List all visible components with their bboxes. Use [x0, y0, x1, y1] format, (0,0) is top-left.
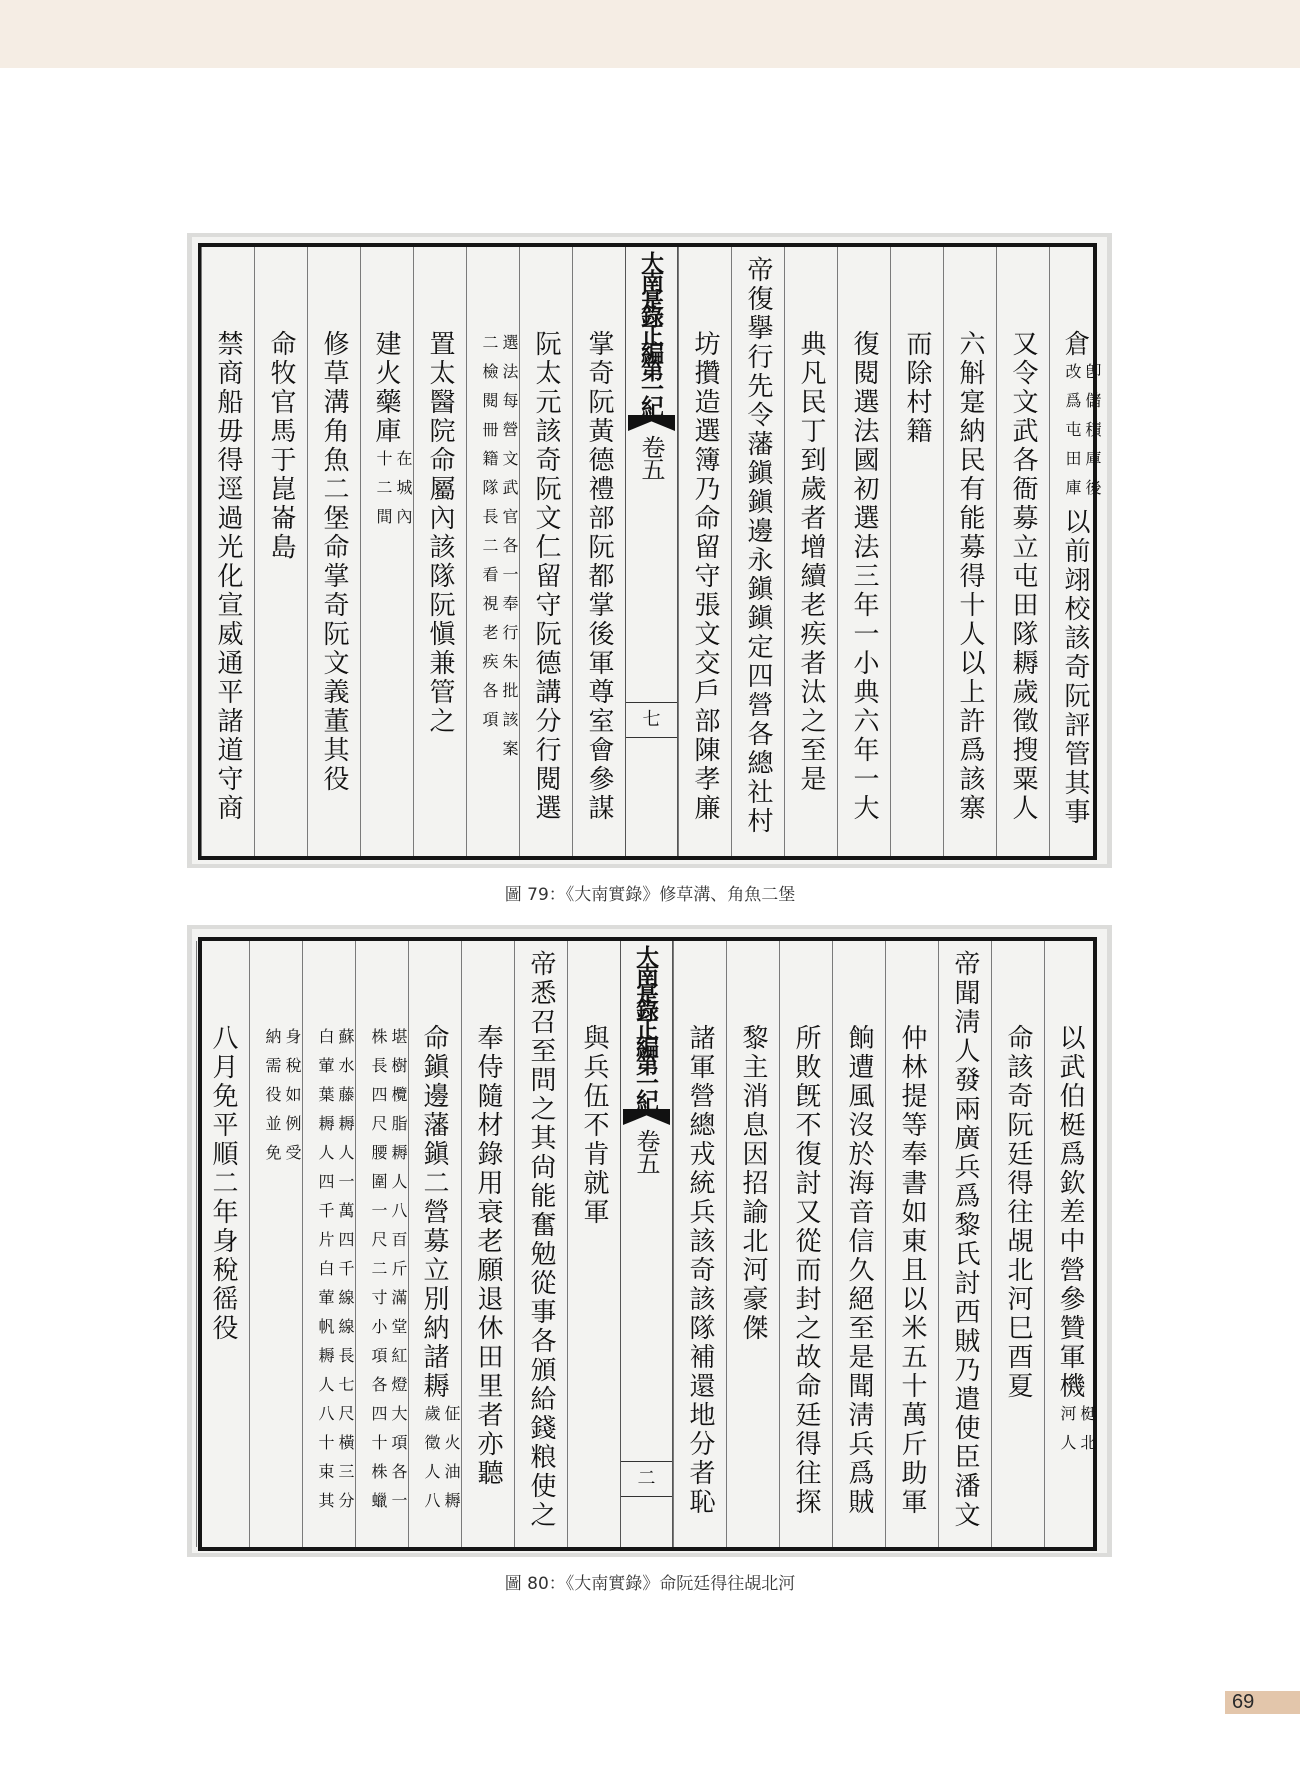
note-line: 十二間: [374, 450, 393, 537]
note-line: 株長四尺腰圍一尺二寸小項各四十株蠟: [369, 1028, 388, 1521]
text-column: [890, 247, 943, 856]
text-column: [355, 941, 408, 1547]
main-text: 坊攢造選簿乃命留守張文交戶部陳孝廉: [690, 330, 720, 823]
text-column: [1044, 941, 1097, 1547]
text-column: [885, 941, 938, 1547]
main-text: 而除村籍: [902, 330, 932, 446]
main-text: 以前翊校該奇阮評管其事: [1060, 508, 1090, 827]
annotation-note: [315, 1024, 355, 1521]
text-frame: [198, 243, 1102, 860]
note-line: 白葷葉耨人四千片白葷帆耨人八十束其: [316, 1028, 335, 1521]
note-line: 卽儲積庫後: [1083, 363, 1102, 508]
main-text: 帝聞淸人發兩廣兵爲黎氏討西賊乃遣使臣潘文: [950, 950, 980, 1530]
figure-80-caption: 圖 80：《大南實錄》命阮廷得往覘北河: [504, 1574, 796, 1594]
text-frame: [198, 937, 1097, 1551]
main-text: 命牧官馬于崑崙島: [266, 330, 296, 562]
text-column: [413, 247, 466, 856]
main-text: 與兵伍不肯就軍: [579, 1024, 609, 1227]
main-text: 阮太元該奇阮文仁留守阮德講分行閱選: [531, 330, 561, 823]
text-column: [567, 941, 620, 1547]
note-line: 在城內: [394, 450, 413, 537]
text-column: [519, 247, 572, 856]
text-column: [996, 247, 1049, 856]
leaf-number: 二: [621, 1461, 672, 1497]
text-column: [360, 247, 413, 856]
main-text: 倉: [1060, 330, 1090, 359]
page-number: 69: [1232, 1691, 1255, 1713]
main-text: 又令文武各衙募立屯田隊耨歲徵搜粟人: [1008, 330, 1038, 823]
page-number-box: [1225, 1691, 1300, 1714]
text-column: [302, 941, 355, 1547]
text-column: [731, 247, 784, 856]
main-text: 復閱選法國初選法三年一小典六年一大: [849, 330, 879, 823]
text-column: [938, 941, 991, 1547]
main-text: 八月免平順二年身稅徭役: [208, 1024, 238, 1343]
main-text: 諸軍營總戎統兵該奇該隊補還地分者恥: [685, 1024, 715, 1517]
text-column: [514, 941, 567, 1547]
volume-label: 卷五: [637, 435, 665, 479]
main-text: 奉侍隨材錄用衰老願退休田里者亦聽: [473, 1024, 503, 1488]
main-text: 六斛寔納民有能募得十人以上許爲該寨: [955, 330, 985, 823]
fishtail-mark-icon: [628, 415, 675, 431]
annotation-note: [368, 1024, 408, 1521]
note-line: 選法每營文武官各一奉行朱批該案: [500, 334, 519, 769]
main-text: 餉遭風沒於海音信久絕至是聞淸兵爲賊: [844, 1024, 874, 1517]
text-column: [201, 247, 254, 856]
annotation-note: [479, 330, 519, 769]
text-column: [943, 247, 996, 856]
main-text: 帝悉召至問之其尙能奮勉從事各頒給錢粮使之: [526, 950, 556, 1530]
annotation-note: [262, 1024, 302, 1173]
note-line: 二檢閱冊籍隊長二看視老疾各項: [480, 334, 499, 740]
text-column: [837, 247, 890, 856]
fishtail-mark-icon: [623, 1109, 670, 1125]
book-title: 大南寔錄正編第一紀: [632, 945, 659, 1107]
text-column: [1049, 247, 1102, 856]
main-text: 置太醫院命屬內該隊阮愼兼管之: [425, 330, 455, 736]
note-line: 佂火油耨: [442, 1405, 461, 1521]
text-column: [466, 247, 519, 856]
main-text: 命該奇阮廷得往覘北河巳酉夏: [1003, 1024, 1033, 1401]
note-line: 身稅如例受: [283, 1028, 302, 1173]
text-column: [196, 941, 249, 1547]
main-text: 所敗旣不復討又從而封之故命廷得往探: [791, 1024, 821, 1517]
text-column: [726, 941, 779, 1547]
main-text: 典凡民丁到歲者增續老疾者汰之至是: [796, 330, 826, 794]
main-text: 禁商船毋得逕過光化宣威通平諸道守商: [213, 330, 243, 823]
figure-80-scan: [187, 925, 1112, 1557]
main-text: 帝復擧行先令藩鎭鎭邊永鎭鎭定四營各總社村: [743, 256, 773, 836]
note-line: 歲徵人八: [422, 1405, 441, 1521]
text-column: [572, 247, 625, 856]
main-text: 以武伯梃爲欽差中營參贊軍機: [1055, 1024, 1085, 1401]
annotation-note: [1057, 1401, 1097, 1463]
text-column: [408, 941, 461, 1547]
volume-label: 卷五: [632, 1129, 660, 1173]
center-fold-banner: [625, 247, 678, 856]
main-text: 仲林提等奉書如東且以米五十萬斤助軍: [897, 1024, 927, 1517]
figure-79-caption: 圖 79：《大南實錄》修草溝、角魚二堡: [504, 885, 796, 905]
note-line: 河人: [1058, 1405, 1077, 1463]
figure-79-scan: [187, 233, 1112, 868]
note-line: 納需役並免: [263, 1028, 282, 1173]
book-title: 大南寔錄正編第一紀: [637, 251, 664, 413]
text-column: [832, 941, 885, 1547]
note-line: 蘇水藤耨人一萬四千線線長七尺橫三分: [336, 1028, 355, 1521]
header-band: [0, 0, 1300, 68]
annotation-note: [421, 1401, 461, 1521]
center-fold-banner: [620, 941, 673, 1547]
text-column: [307, 247, 360, 856]
main-text: 建火藥庫: [371, 330, 401, 446]
note-line: 改爲屯田庫: [1063, 363, 1082, 508]
text-column: [249, 941, 302, 1547]
text-column: [461, 941, 514, 1547]
note-line: 堪樹欖脂耨人八百斤滿堂紅燈大項各一: [389, 1028, 408, 1521]
note-line: 梃北: [1078, 1405, 1097, 1463]
annotation-note: [1062, 359, 1102, 508]
text-column: [678, 247, 731, 856]
main-text: 命鎭邊藩鎭二營募立別納諸耨: [419, 1024, 449, 1401]
main-text: 黎主消息因招諭北河豪傑: [738, 1024, 768, 1343]
text-column: [784, 247, 837, 856]
text-column: [779, 941, 832, 1547]
text-column: [673, 941, 726, 1547]
leaf-number: 七: [626, 702, 677, 738]
text-column: [991, 941, 1044, 1547]
main-text: 掌奇阮黃德禮部阮都掌後軍尊室會參謀: [584, 330, 614, 823]
text-column: [254, 247, 307, 856]
main-text: 修草溝角魚二堡命掌奇阮文義董其役: [319, 330, 349, 794]
annotation-note: [373, 446, 413, 537]
